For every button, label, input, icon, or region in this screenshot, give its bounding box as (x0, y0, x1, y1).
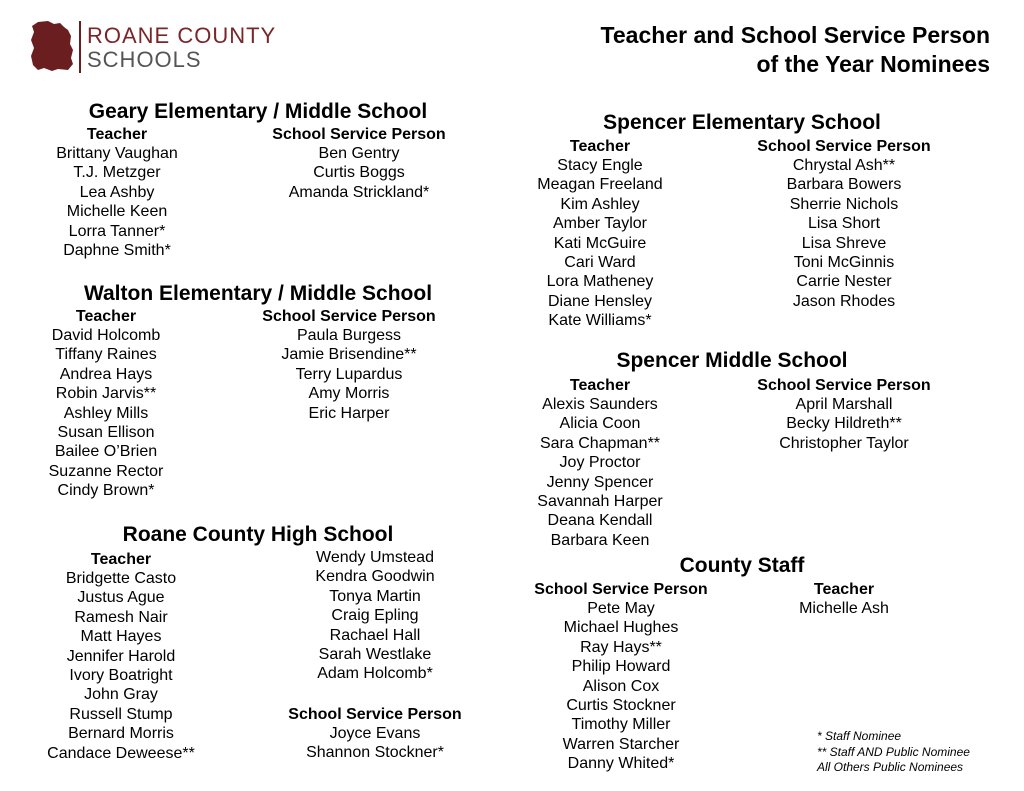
title-line-2: of the Year Nominees (756, 51, 990, 77)
teacher-heading: Teacher (569, 138, 631, 155)
nominee-name: Suzanne Rector (48, 462, 164, 480)
teacher-list (799, 599, 889, 618)
nominee-name: David Holcomb (51, 327, 161, 344)
nominee-name: Lora Matheney (546, 273, 654, 291)
nominee-name: Kendra Goodwin (315, 568, 435, 586)
nominee-name: Shannon Stockner* (306, 744, 444, 762)
nominee-name: Cari Ward (564, 253, 636, 271)
nominee-name: Wendy Umstead (316, 549, 434, 566)
teacher-heading: Teacher (813, 581, 875, 598)
nominee-name: Lea Ashby (79, 183, 155, 201)
nominee-name: Barbara Keen (550, 531, 650, 549)
nominee-name: Bridgette Casto (65, 570, 177, 587)
nominee-name: Ben Gentry (318, 145, 400, 162)
service-list (272, 144, 445, 202)
county-staff-teacher-column (799, 580, 889, 618)
logo-text-schools: SCHOOLS (87, 47, 202, 72)
teacher-list (49, 326, 164, 501)
roane-high-school-title: Roane County High School (122, 523, 394, 546)
nominee-name: Stacy Engle (557, 157, 643, 174)
nominee-name: Jennifer Harold (66, 647, 176, 665)
nominee-name: Jenny Spencer (546, 473, 654, 491)
logo-text-roane-county: ROANE COUNTY (87, 23, 277, 48)
nominee-name: Timothy Miller (571, 716, 671, 734)
nominee-name: Alexis Saunders (542, 396, 658, 413)
nominee-name: Eric Harper (308, 404, 390, 422)
nominee-name: Sara Chapman** (539, 434, 661, 452)
nominee-name: Lisa Short (807, 215, 881, 233)
nominee-name: Sherrie Nichols (789, 195, 899, 213)
nominee-name: Sarah Westlake (318, 645, 432, 663)
nominee-name: Michelle Keen (66, 203, 168, 221)
service-heading: School Service Person (272, 126, 446, 143)
nominee-name: Daphne Smith* (63, 241, 171, 259)
nominee-name: Jason Rhodes (792, 292, 896, 310)
nominee-name: Meagan Freeland (537, 176, 663, 194)
nominee-name: Terry Lupardus (295, 365, 403, 383)
nominee-name: Ray Hays** (580, 638, 662, 656)
teacher-list (56, 144, 178, 260)
legend-staff-and-public-nominee: ** Staff AND Public Nominee (817, 744, 970, 759)
teacher-list (537, 395, 662, 550)
nominee-name: Brittany Vaughan (56, 145, 178, 162)
geary-teacher-column (56, 125, 178, 260)
walton-service-column (262, 307, 435, 423)
nominee-name: Joy Proctor (559, 454, 641, 472)
nominee-name: Paula Burgess (296, 327, 402, 344)
nominee-name: Becky Hildreth** (786, 415, 902, 433)
spencer-middle-service-column (757, 376, 930, 453)
county-staff-title: County Staff (679, 554, 805, 577)
nominee-name: Michelle Ash (799, 600, 889, 617)
nominee-name: Robin Jarvis** (55, 385, 157, 403)
nominee-name: Kate Williams* (548, 312, 652, 330)
nominee-name: Bailee O’Brien (54, 443, 158, 461)
nominee-name: Kim Ashley (560, 195, 640, 213)
spencer-elementary-title: Spencer Elementary School (603, 111, 881, 134)
nominee-name: Amy Morris (308, 385, 390, 403)
logo-divider (79, 21, 81, 73)
teacher-heading: Teacher (75, 308, 137, 325)
spencer-middle-title: Spencer Middle School (616, 349, 848, 372)
nominee-name: John Gray (84, 686, 158, 704)
nominee-name: Lorra Tanner* (68, 222, 166, 240)
county-staff-service-column (534, 580, 707, 774)
nominee-name: Amber Taylor (553, 215, 647, 233)
nominee-name: Savannah Harper (537, 492, 663, 510)
nominee-name: Danny Whited* (567, 755, 675, 773)
nominee-name: Deana Kendall (547, 512, 653, 530)
nominee-name: Joyce Evans (329, 725, 421, 742)
teacher-list-continued (315, 548, 434, 684)
nominee-name: Craig Epling (331, 607, 419, 625)
nominee-name: Christopher Taylor (779, 434, 909, 452)
walton-teacher-column (49, 307, 164, 501)
geary-school-title: Geary Elementary / Middle School (88, 100, 428, 123)
nominee-name: Philip Howard (571, 658, 671, 676)
nominee-name: Chrystal Ash** (792, 157, 896, 174)
nominee-legend (817, 729, 970, 776)
nominee-name: Ramesh Nair (74, 608, 168, 626)
roane-high-teacher-continued-column (315, 548, 434, 684)
nominee-name: Jamie Brisendine** (281, 346, 417, 364)
service-heading: School Service Person (262, 308, 436, 325)
nominee-name: Tonya Martin (329, 587, 421, 605)
nominee-name: Ashley Mills (63, 404, 149, 422)
walton-school-title: Walton Elementary / Middle School (83, 282, 433, 305)
nominee-name: Kati McGuire (553, 234, 647, 252)
service-heading: School Service Person (757, 377, 931, 394)
nominee-name: Andrea Hays (59, 365, 153, 383)
nominee-name: Michael Hughes (563, 619, 679, 637)
county-map-logo-icon (30, 20, 74, 72)
nominee-name: Susan Ellison (57, 423, 155, 441)
service-heading: School Service Person (288, 706, 462, 723)
nominee-name: Cindy Brown* (57, 482, 155, 500)
teacher-list (47, 569, 195, 763)
nominee-name: Matt Hayes (80, 628, 162, 646)
service-list (262, 326, 435, 423)
nominee-name: Warren Starcher (562, 735, 680, 753)
nominee-name: Russell Stump (69, 705, 173, 723)
nominee-name: Justus Ague (77, 589, 165, 607)
nominee-name: Lisa Shreve (801, 234, 887, 252)
nominee-name: Barbara Bowers (786, 176, 902, 194)
teacher-heading: Teacher (569, 377, 631, 394)
title-line-1: Teacher and School Service Person (600, 22, 990, 48)
nominee-name: Alison Cox (582, 677, 660, 695)
spencer-elem-service-column (757, 137, 930, 311)
nominee-name: April Marshall (795, 396, 893, 413)
nominee-name: Pete May (587, 600, 655, 617)
spencer-middle-teacher-column (537, 376, 662, 550)
nominee-name: Alicia Coon (559, 415, 641, 433)
service-list (534, 599, 707, 774)
nominee-name: Tiffany Raines (55, 346, 157, 364)
service-heading: School Service Person (534, 581, 708, 598)
nominee-name: Candace Deweese** (47, 744, 195, 762)
nominee-name: Ivory Boatright (69, 666, 173, 684)
nominee-name: Carrie Nester (796, 273, 892, 291)
legend-staff-nominee: * Staff Nominee (817, 729, 902, 743)
teacher-heading: Teacher (86, 126, 148, 143)
legend-public-nominees: All Others Public Nominees (817, 760, 964, 774)
spencer-elem-teacher-column (537, 137, 662, 331)
nominee-name: T.J. Metzger (73, 164, 161, 182)
service-list (757, 156, 930, 311)
nominee-name: Curtis Boggs (313, 164, 405, 182)
nominee-name: Adam Holcomb* (317, 665, 433, 683)
nominee-name: Curtis Stockner (566, 696, 676, 714)
nominee-name: Amanda Strickland* (288, 183, 430, 201)
nominee-name: Rachael Hall (329, 626, 421, 644)
service-list (288, 724, 461, 763)
service-list (757, 395, 930, 453)
nominee-name: Bernard Morris (68, 725, 174, 743)
teacher-heading: Teacher (90, 551, 152, 568)
teacher-list (537, 156, 662, 331)
document-title (601, 21, 990, 79)
roane-high-service-column (288, 705, 461, 763)
nominee-name: Toni McGinnis (793, 253, 895, 271)
service-heading: School Service Person (757, 138, 931, 155)
roane-high-teacher-column (47, 550, 195, 763)
nominee-name: Diane Hensley (547, 292, 653, 310)
geary-service-column (272, 125, 445, 202)
